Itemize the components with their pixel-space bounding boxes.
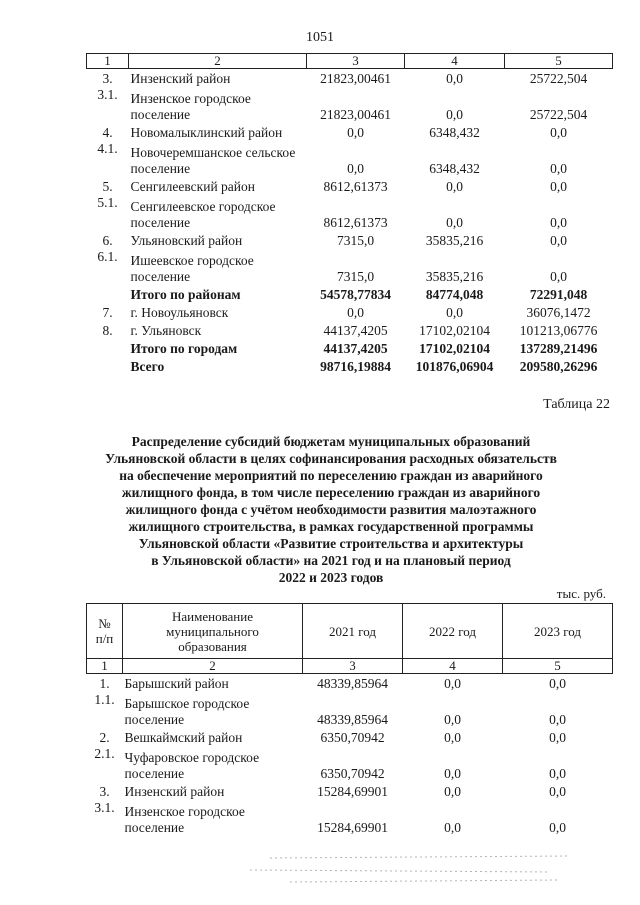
bottom-table-index-row (87, 659, 613, 674)
title-line: 2022 и 2023 годов (278, 570, 384, 585)
index-cell: 4 (403, 659, 503, 674)
value-2021: 48339,85964 (317, 712, 388, 727)
value-2023: 0,0 (550, 215, 567, 230)
value-2021: 0,0 (347, 305, 364, 320)
value-2023: 209580,26296 (519, 359, 598, 374)
row-number: 4. (102, 125, 113, 140)
value-2022: 6348,432 (429, 125, 480, 140)
value-2021: 8612,61373 (323, 215, 388, 230)
table-row (87, 87, 613, 123)
title-line: в Ульяновской области» на 2021 год и на плановый период (151, 553, 511, 568)
value-2022: 84774,048 (425, 287, 484, 302)
value-2023: 101213,06776 (519, 323, 598, 338)
row-name: Новочеремшанское сельское поселение (130, 145, 296, 176)
table-row (87, 231, 613, 249)
value-2023: 72291,048 (529, 287, 588, 302)
table-row (87, 321, 613, 339)
header-num (87, 604, 123, 659)
row-name: г. Новоульяновск (130, 305, 229, 320)
title-line: жилищного строительства, в рамках государственной программы (128, 519, 534, 534)
table-row (87, 782, 613, 800)
row-name: Сенгилеевский район (130, 179, 255, 194)
header-name-line: муниципального (166, 623, 259, 639)
row-name: г. Ульяновск (130, 323, 202, 338)
value-2021: 6350,70942 (320, 730, 385, 745)
value-2023: 25722,504 (529, 71, 588, 86)
value-2021: 44137,4205 (323, 341, 388, 356)
table-label: Таблица 22 (543, 397, 610, 412)
title-line: Ульяновской области «Развитие строительства и архитектуры (138, 536, 524, 551)
value-2022: 0,0 (446, 107, 463, 122)
row-name: Чуфаровское городское поселение (124, 750, 260, 781)
row-name: Всего (130, 359, 165, 374)
table-row (87, 195, 613, 231)
row-number: 6. (102, 233, 113, 248)
row-number: 5.1. (97, 195, 118, 210)
row-name: Инзенское городское поселение (130, 91, 251, 122)
table-row (87, 141, 613, 177)
value-2022: 35835,216 (425, 269, 484, 284)
header-year-2023: 2023 год (503, 604, 613, 659)
value-2022: 35835,216 (425, 233, 484, 248)
row-name: Итого по районам (130, 287, 241, 302)
value-2021: 15284,69901 (317, 820, 388, 835)
row-number: 3. (99, 784, 110, 799)
value-2023: 0,0 (550, 269, 567, 284)
row-name: Инзенский район (124, 784, 225, 799)
value-2021: 21823,00461 (320, 107, 391, 122)
total-row (87, 357, 613, 375)
header-num-line: п/п (95, 631, 114, 646)
row-name: Новомалыклинский район (130, 125, 283, 140)
row-name: Инзенский район (130, 71, 231, 86)
value-2023: 25722,504 (529, 107, 588, 122)
subtotal-row (87, 285, 613, 303)
header-cell: 5 (505, 54, 613, 69)
value-2021: 98716,19884 (320, 359, 391, 374)
value-2023: 0,0 (549, 676, 566, 691)
value-2022: 0,0 (446, 179, 463, 194)
value-2023: 0,0 (549, 712, 566, 727)
row-number (87, 357, 129, 375)
table-row (87, 249, 613, 285)
row-name: Ишеевское городское поселение (130, 253, 254, 284)
row-name: Вешкаймский район (124, 730, 243, 745)
index-cell: 5 (503, 659, 613, 674)
scan-noise (250, 850, 580, 890)
value-2022: 0,0 (444, 676, 461, 691)
header-cell: 3 (307, 54, 405, 69)
value-2023: 0,0 (550, 161, 567, 176)
row-name: Инзенское городское поселение (124, 804, 245, 835)
header-year-2021: 2021 год (303, 604, 403, 659)
value-2021: 54578,77834 (320, 287, 391, 302)
header-year-2022: 2022 год (403, 604, 503, 659)
value-2022: 0,0 (444, 784, 461, 799)
row-number: 6.1. (97, 249, 118, 264)
bottom-table-header (87, 604, 613, 659)
row-number: 4.1. (97, 141, 118, 156)
row-number (87, 285, 129, 303)
top-table (86, 53, 613, 375)
value-2021: 8612,61373 (323, 179, 388, 194)
row-number: 2.1. (94, 746, 115, 761)
value-2023: 0,0 (549, 730, 566, 745)
table-row (87, 177, 613, 195)
row-number: 3.1. (97, 87, 118, 102)
title-line: жилищного фонда с учётом необходимости развития малоэтажного (125, 502, 537, 517)
value-2022: 0,0 (446, 71, 463, 86)
value-2022: 0,0 (444, 766, 461, 781)
value-2023: 0,0 (550, 125, 567, 140)
table-row (87, 123, 613, 141)
table-row (87, 674, 613, 693)
header-name-line: образования (178, 638, 247, 654)
title-line: Распределение субсидий бюджетам муниципальных образований (131, 434, 531, 449)
value-2022: 101876,06904 (415, 359, 494, 374)
row-number: 3. (102, 71, 113, 86)
table-title (96, 433, 566, 586)
value-2023: 0,0 (549, 820, 566, 835)
row-number: 1. (99, 676, 110, 691)
table-row (87, 728, 613, 746)
value-2022: 17102,02104 (419, 323, 490, 338)
table-row (87, 746, 613, 782)
row-name: Барышское городское поселение (124, 696, 250, 727)
index-cell: 2 (123, 659, 303, 674)
value-2021: 7315,0 (336, 233, 375, 248)
value-2021: 48339,85964 (317, 676, 388, 691)
row-name: Барышский район (124, 676, 229, 691)
table-row (87, 69, 613, 88)
value-2023: 137289,21496 (519, 341, 598, 356)
value-2022: 0,0 (444, 712, 461, 727)
row-name: Ульяновский район (130, 233, 243, 248)
table-row (87, 303, 613, 321)
row-number: 3.1. (94, 800, 115, 815)
value-2023: 0,0 (550, 179, 567, 194)
value-2023: 0,0 (549, 784, 566, 799)
title-line: на обеспечение мероприятий по переселению граждан из аварийного (119, 468, 543, 483)
value-2021: 0,0 (347, 125, 364, 140)
top-table-header (87, 54, 613, 69)
value-2023: 0,0 (550, 233, 567, 248)
row-number: 7. (102, 305, 113, 320)
title-line: Ульяновской области в целях софинансирования расходных обязательств (105, 451, 557, 466)
header-cell: 4 (405, 54, 505, 69)
page-number: 1051 (306, 30, 334, 45)
units-label: тыс. руб. (556, 586, 606, 601)
title-line: жилищного фонда, в том числе переселению граждан из аварийного (121, 485, 541, 500)
value-2021: 7315,0 (336, 269, 375, 284)
row-number: 8. (102, 323, 113, 338)
value-2022: 0,0 (446, 305, 463, 320)
value-2021: 21823,00461 (320, 71, 391, 86)
subtotal-row (87, 339, 613, 357)
index-cell: 1 (87, 659, 123, 674)
row-number (87, 339, 129, 357)
header-num-line: № (98, 616, 111, 631)
table-row (87, 800, 613, 836)
value-2022: 0,0 (444, 820, 461, 835)
value-2021: 15284,69901 (317, 784, 388, 799)
index-cell: 3 (303, 659, 403, 674)
value-2023: 0,0 (549, 766, 566, 781)
value-2022: 0,0 (446, 215, 463, 230)
value-2022: 17102,02104 (419, 341, 490, 356)
row-number: 2. (99, 730, 110, 745)
header-name (123, 604, 303, 659)
value-2022: 6348,432 (429, 161, 480, 176)
value-2021: 0,0 (347, 161, 364, 176)
header-name-line: Наименование (172, 608, 253, 624)
bottom-table (86, 603, 613, 836)
value-2021: 6350,70942 (320, 766, 385, 781)
header-cell: 1 (87, 54, 129, 69)
table-row (87, 692, 613, 728)
row-number: 5. (102, 179, 113, 194)
value-2023: 36076,1472 (526, 305, 591, 320)
header-cell: 2 (129, 54, 307, 69)
row-name: Итого по городам (130, 341, 238, 356)
row-number: 1.1. (94, 692, 115, 707)
value-2021: 44137,4205 (323, 323, 388, 338)
value-2022: 0,0 (444, 730, 461, 745)
row-name: Сенгилеевское городское поселение (130, 199, 276, 230)
